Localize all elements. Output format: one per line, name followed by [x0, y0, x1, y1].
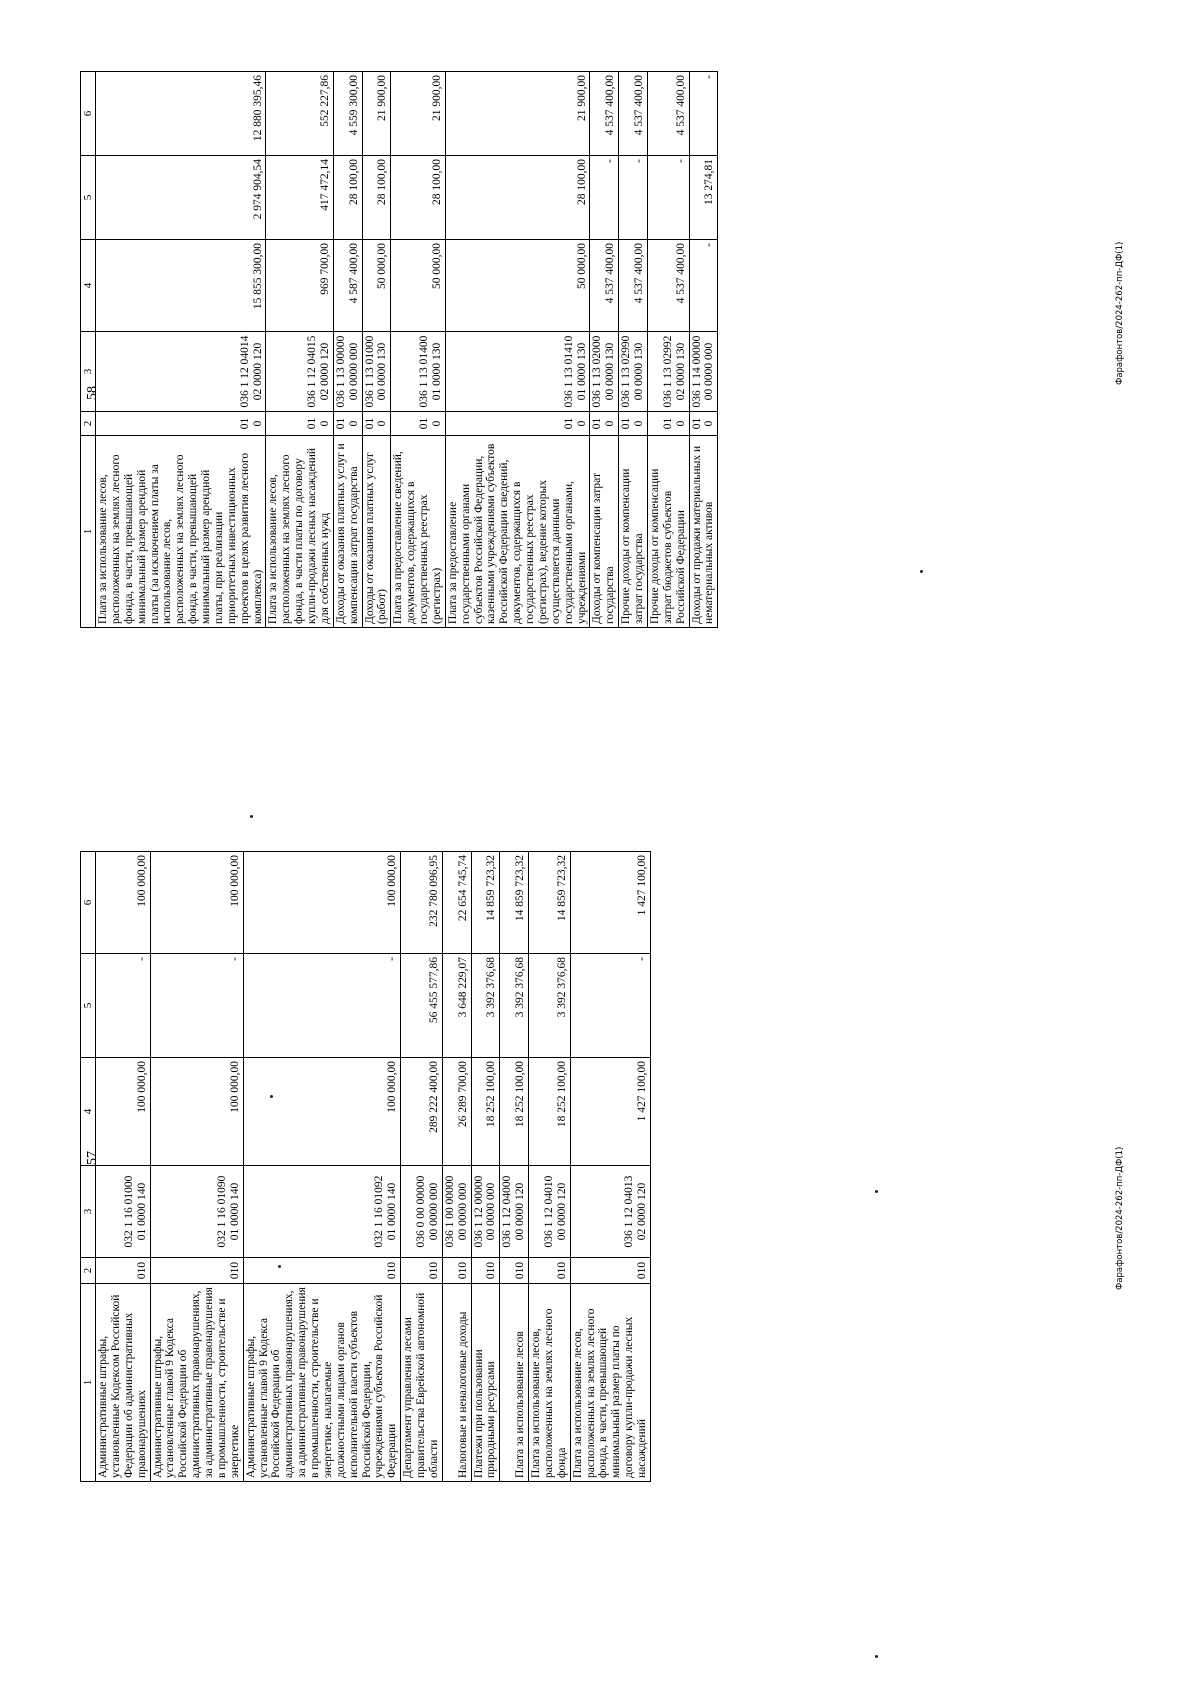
row-plan-cell: 969 700,00	[266, 240, 333, 332]
row-code-cell: 010	[96, 1258, 151, 1284]
row-fact-cell: -	[647, 156, 689, 240]
row-plan-cell: -	[689, 240, 718, 332]
row-plan-cell: 18 252 100,00	[529, 1058, 571, 1166]
table-row	[243, 852, 401, 1482]
column-header: 4	[81, 240, 96, 332]
row-name-cell: Плата за использование лесов	[500, 1284, 529, 1482]
row-rest-cell: 21 900,00	[362, 72, 391, 156]
row-plan-cell: 50 000,00	[445, 240, 590, 332]
column-header: 3	[81, 1166, 96, 1258]
page-number-57: 57	[85, 1151, 100, 1165]
column-header: 6	[81, 852, 96, 954]
row-code-cell: 010	[500, 1258, 529, 1284]
row-code-cell: 010	[150, 1258, 243, 1284]
row-code-cell: 010	[570, 1258, 650, 1284]
table-row	[150, 852, 243, 1482]
row-plan-cell: 18 252 100,00	[471, 1058, 500, 1166]
row-name-cell: Плата за использование лесов, расположенных на землях лесного фонда, в части платы по договору купли-продажи лесных насаждений для собственных нужд	[266, 436, 333, 628]
row-fact-cell: -	[150, 954, 243, 1058]
row-code-cell: 010	[689, 412, 718, 436]
row-kbk-cell: 036 1 12 00000 00 0000 000	[471, 1166, 500, 1258]
table-row	[570, 852, 650, 1482]
page-number-58: 58	[85, 386, 100, 400]
row-code-cell: 010	[445, 412, 590, 436]
row-kbk-cell: 036 1 13 00000 00 0000 000	[333, 332, 362, 412]
column-header: 2	[81, 1258, 96, 1284]
row-code-cell: 010	[96, 412, 266, 436]
row-rest-cell: 14 859 723,32	[529, 852, 571, 954]
column-header-row	[81, 852, 96, 1482]
table-row	[619, 72, 648, 628]
row-rest-cell: 12 880 395,46	[96, 72, 266, 156]
page-footer-left: Фарафонтов/2024-262-пп-ДФ(1)	[1115, 1146, 1125, 1290]
table-row	[96, 852, 151, 1482]
row-kbk-cell: 036 1 14 00000 00 0000 000	[689, 332, 718, 412]
row-code-cell: 010	[333, 412, 362, 436]
scan-speck	[875, 1655, 878, 1658]
column-header: 4	[81, 1058, 96, 1166]
column-header: 6	[81, 72, 96, 156]
row-rest-cell: 4 537 400,00	[590, 72, 619, 156]
row-plan-cell: 4 537 400,00	[647, 240, 689, 332]
row-plan-cell: 18 252 100,00	[500, 1058, 529, 1166]
row-fact-cell: 417 472,14	[266, 156, 333, 240]
row-fact-cell: 2 974 904,54	[96, 156, 266, 240]
row-name-cell: Доходы от оказания платных услуг (работ)	[362, 436, 391, 628]
table-row	[689, 72, 718, 628]
row-fact-cell: 28 100,00	[362, 156, 391, 240]
row-fact-cell: 28 100,00	[391, 156, 446, 240]
row-plan-cell: 15 855 300,00	[96, 240, 266, 332]
row-plan-cell: 50 000,00	[391, 240, 446, 332]
row-kbk-cell: 036 1 13 01000 00 0000 130	[362, 332, 391, 412]
row-fact-cell: 56 455 577,86	[401, 954, 443, 1058]
row-kbk-cell: 036 1 13 02992 02 0000 130	[647, 332, 689, 412]
row-rest-cell: 14 859 723,32	[500, 852, 529, 954]
row-rest-cell: 1 427 100,00	[570, 852, 650, 954]
row-plan-cell: 50 000,00	[362, 240, 391, 332]
row-fact-cell: -	[590, 156, 619, 240]
row-rest-cell: 22 654 745,74	[442, 852, 471, 954]
row-kbk-cell: 032 1 16 01090 01 0000 140	[150, 1166, 243, 1258]
row-kbk-cell: 036 1 12 04000 00 0000 120	[500, 1166, 529, 1258]
table-body	[96, 852, 651, 1482]
scan-speck	[920, 570, 923, 573]
row-name-cell: Плата за предоставление государственными органами субъектов Российской Федерации, казенными учреждениями субъектов Российской Федерации сведений, документов, содержащихся в государственных реестрах (регистрах), ведение которых осуществляется данными государственными органами, учреждениями	[445, 436, 590, 628]
row-kbk-cell: 032 1 16 01000 01 0000 140	[96, 1166, 151, 1258]
row-kbk-cell: 036 1 12 04013 02 0000 120	[570, 1166, 650, 1258]
row-plan-cell: 289 222 400,00	[401, 1058, 443, 1166]
column-header: 5	[81, 954, 96, 1058]
row-code-cell: 010	[442, 1258, 471, 1284]
revenue-table-page-58	[80, 71, 718, 628]
row-plan-cell: 1 427 100,00	[570, 1058, 650, 1166]
row-code-cell: 010	[590, 412, 619, 436]
row-kbk-cell: 032 1 16 01092 01 0000 140	[243, 1166, 401, 1258]
row-plan-cell: 100 000,00	[243, 1058, 401, 1166]
table-row	[266, 72, 333, 628]
row-name-cell: Прочие доходы от компенсации затрат государства	[619, 436, 648, 628]
row-fact-cell: -	[96, 954, 151, 1058]
row-plan-cell: 4 537 400,00	[590, 240, 619, 332]
scan-speck	[270, 1095, 273, 1098]
row-code-cell: 010	[471, 1258, 500, 1284]
row-rest-cell: 21 900,00	[391, 72, 446, 156]
table-row	[500, 852, 529, 1482]
row-name-cell: Налоговые и неналоговые доходы	[442, 1284, 471, 1482]
table-row	[333, 72, 362, 628]
table-row	[96, 72, 266, 628]
table-row	[529, 852, 571, 1482]
row-rest-cell: 4 559 300,00	[333, 72, 362, 156]
row-code-cell: 010	[266, 412, 333, 436]
row-code-cell: 010	[529, 1258, 571, 1284]
table-row	[471, 852, 500, 1482]
row-code-cell: 010	[243, 1258, 401, 1284]
table-row	[445, 72, 590, 628]
row-code-cell: 010	[401, 1258, 443, 1284]
row-kbk-cell: 036 1 13 01400 01 0000 130	[391, 332, 446, 412]
scan-speck	[875, 1190, 878, 1193]
row-kbk-cell: 036 1 13 02990 00 0000 130	[619, 332, 648, 412]
row-code-cell: 010	[362, 412, 391, 436]
row-fact-cell: -	[619, 156, 648, 240]
row-name-cell: Плата за использование лесов, расположенных на землях лесного фонда, в части, превышающей минимальный размер арендной платы (за исключением платы за использование лесов, расположенных на землях лесного фонда, в части, превышающей минимальный размер арендной платы, при реализации приоритетных инвестиционных проектов в целях развития лесного комплекса)	[96, 436, 266, 628]
row-rest-cell: 4 537 400,00	[619, 72, 648, 156]
row-plan-cell: 100 000,00	[150, 1058, 243, 1166]
row-fact-cell: 28 100,00	[445, 156, 590, 240]
table-body	[96, 72, 718, 628]
row-rest-cell: 21 900,00	[445, 72, 590, 156]
page-footer-right: Фарафонтов/2024-262-пп-ДФ(1)	[1115, 241, 1125, 385]
row-fact-cell: -	[243, 954, 401, 1058]
column-header: 1	[81, 1284, 96, 1482]
row-rest-cell: 100 000,00	[243, 852, 401, 954]
table-row	[590, 72, 619, 628]
row-name-cell: Административные штрафы, установленные главой 9 Кодекса Российской Федерации об административных правонарушениях, за административные правонарушения в промышленности, строительстве и энергетике, налагаемые должностными лицами органов исполнительной власти субъектов Российской Федерации, учреждениями субъектов Российской Федерации	[243, 1284, 401, 1482]
row-plan-cell: 4 587 400,00	[333, 240, 362, 332]
row-rest-cell: -	[689, 72, 718, 156]
row-rest-cell: 232 780 096,95	[401, 852, 443, 954]
column-header: 5	[81, 156, 96, 240]
table-row	[391, 72, 446, 628]
table-row	[362, 72, 391, 628]
column-header: 2	[81, 412, 96, 436]
row-rest-cell: 14 859 723,32	[471, 852, 500, 954]
row-fact-cell: 28 100,00	[333, 156, 362, 240]
row-code-cell: 010	[391, 412, 446, 436]
row-kbk-cell: 036 1 13 02000 00 0000 130	[590, 332, 619, 412]
table-row	[401, 852, 443, 1482]
row-name-cell: Плата за использование лесов, расположенных на землях лесного фонда, в части, превышающей минимальный размер платы по договору купли-продажи лесных насаждений	[570, 1284, 650, 1482]
row-fact-cell: 3 392 376,68	[500, 954, 529, 1058]
row-name-cell: Плата за использование лесов, расположенных на землях лесного фонда	[529, 1284, 571, 1482]
column-header: 3	[81, 332, 96, 412]
row-kbk-cell: 036 1 12 04015 02 0000 120	[266, 332, 333, 412]
row-kbk-cell: 036 1 00 00000 00 0000 000	[442, 1166, 471, 1258]
row-name-cell: Платежи при пользовании природными ресурсами	[471, 1284, 500, 1482]
row-name-cell: Плата за предоставление сведений, документов, содержащихся в государственных реестрах (регистрах)	[391, 436, 446, 628]
row-fact-cell: 3 392 376,68	[471, 954, 500, 1058]
row-rest-cell: 4 537 400,00	[647, 72, 689, 156]
row-name-cell: Административные штрафы, установленные главой 9 Кодекса Российской Федерации об административных правонарушениях, за административные правонарушения в промышленности, строительстве и энергетике	[150, 1284, 243, 1482]
row-fact-cell: 13 274,81	[689, 156, 718, 240]
row-kbk-cell: 036 0 00 00000 00 0000 000	[401, 1166, 443, 1258]
row-fact-cell: 3 392 376,68	[529, 954, 571, 1058]
row-name-cell: Департамент управления лесами правительства Еврейской автономной области	[401, 1284, 443, 1482]
row-fact-cell: 3 648 229,07	[442, 954, 471, 1058]
table-row	[647, 72, 689, 628]
scan-speck	[278, 1265, 281, 1268]
row-rest-cell: 100 000,00	[96, 852, 151, 954]
table-row	[442, 852, 471, 1482]
column-header-row	[81, 72, 96, 628]
row-name-cell: Доходы от оказания платных услуг и компенсации затрат государства	[333, 436, 362, 628]
row-name-cell: Прочие доходы от компенсации затрат бюджетов субъектов Российской Федерации	[647, 436, 689, 628]
row-plan-cell: 4 537 400,00	[619, 240, 648, 332]
revenue-table-page-57	[80, 851, 651, 1482]
row-name-cell: Административные штрафы, установленные Кодексом Российской Федерации об административных правонарушениях	[96, 1284, 151, 1482]
row-kbk-cell: 036 1 12 04014 02 0000 120	[96, 332, 266, 412]
row-code-cell: 010	[647, 412, 689, 436]
row-rest-cell: 100 000,00	[150, 852, 243, 954]
row-plan-cell: 100 000,00	[96, 1058, 151, 1166]
row-fact-cell: -	[570, 954, 650, 1058]
scan-speck	[250, 815, 253, 818]
row-name-cell: Доходы от продажи материальных и нематериальных активов	[689, 436, 718, 628]
row-code-cell: 010	[619, 412, 648, 436]
row-name-cell: Доходы от компенсации затрат государства	[590, 436, 619, 628]
page-58-panel	[80, 72, 718, 628]
column-header: 1	[81, 436, 96, 628]
row-rest-cell: 552 227,86	[266, 72, 333, 156]
row-kbk-cell: 036 1 13 01410 01 0000 130	[445, 332, 590, 412]
row-plan-cell: 26 289 700,00	[442, 1058, 471, 1166]
row-kbk-cell: 036 1 12 04010 00 0000 120	[529, 1166, 571, 1258]
page-57-panel	[80, 852, 651, 1482]
